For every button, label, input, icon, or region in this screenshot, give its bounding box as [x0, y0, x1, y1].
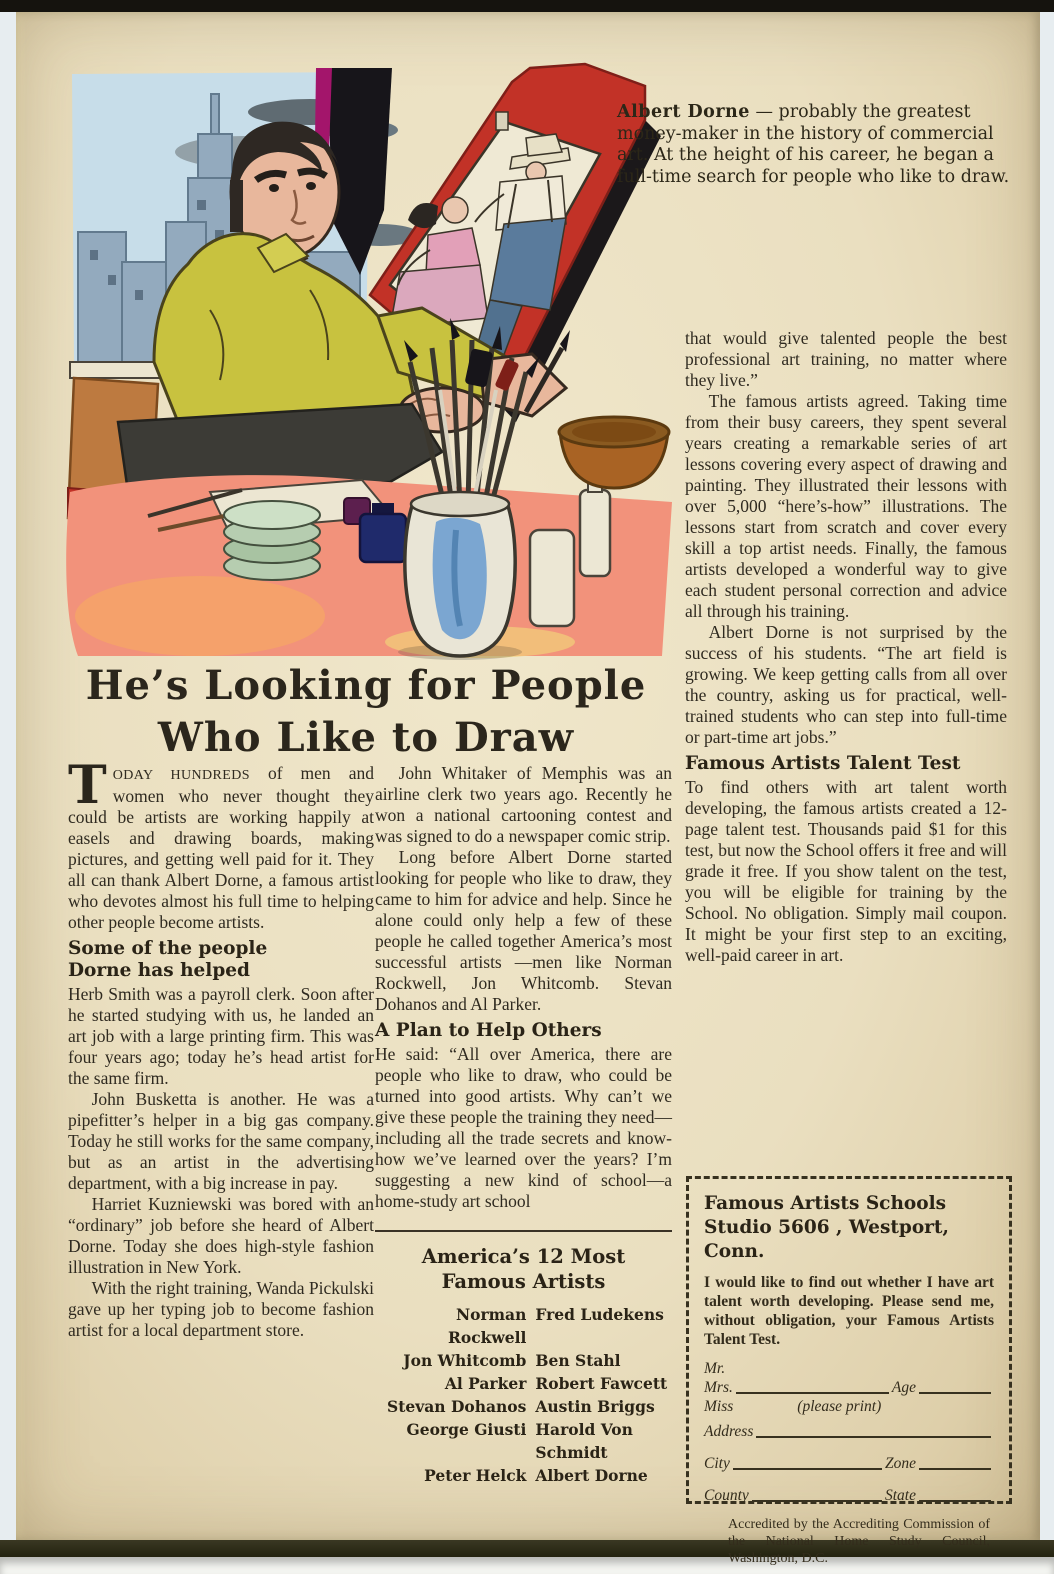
zone-fill-line — [919, 1467, 991, 1470]
artist-name: Norman Rockwell — [447, 1305, 527, 1347]
paragraph-intro — [68, 755, 374, 933]
coupon-row-miss — [704, 1397, 994, 1416]
famous-artists-list — [375, 1303, 672, 1487]
name-fill-line — [736, 1391, 889, 1394]
coupon-body-text: I would like to find out whether I have art talent worth developing. Please send me, without obligation, your Famous Artists Talent Test. — [704, 1274, 994, 1348]
paragraph-john-busketta: John Busketta is another. He was a pipefitter’s helper in a big gas company. Today he still works for the same company, but as an artist in the advertising department, with a big increase in pay. — [68, 1089, 374, 1193]
paragraph-to-find-others: To find others with art talent worth developing, the famous artists created a 12-page talent test. Thousands paid $1 for this test, but now the School offers it free and will grade it free. If you show talent on the test, you will be eligible for training by the School. No obligation. Simply mail coupon. It might be your first step to an exciting, well-paid career in art. — [685, 777, 1007, 965]
column-left — [68, 755, 375, 1341]
paragraph-wanda-pickulski: With the right training, Wanda Pickulski gave up her typing job to become fashion artist for a local department store. — [68, 1278, 375, 1340]
artist-name: Peter Helck — [424, 1466, 527, 1485]
famous-artists-title — [375, 1244, 672, 1294]
zone-label: Zone — [885, 1455, 916, 1472]
paragraph-long-before: Long before Albert Dorne started looking for people who like to draw, they came to him for advice and help. Since he alone could only help a few of these people he called together America’s most successful artists —men like Norman Rockwell, Jon Whitcomb. Stevan Dohanos and Al Parker. — [375, 847, 672, 1014]
paragraph-harriet-kuzniewski: Harriet Kuzniewski was bored with an “ordinary” job before she heard of Albert Dorne. Today she does high-style fashion illustration in New York. — [68, 1194, 374, 1277]
artist-name: Ben Stahl — [535, 1351, 621, 1370]
paragraph-herb-smith: Herb Smith was a payroll clerk. Soon after he started studying with us, he landed an art job with a large printing firm. This was four years ago; today he’s head artist for the same firm. — [68, 984, 374, 1088]
county-fill-line — [752, 1499, 882, 1502]
coupon-row-county — [704, 1486, 994, 1505]
county-label: County — [704, 1487, 749, 1504]
address-label: Address — [704, 1423, 754, 1440]
headline-line-1: He’s Looking for People — [85, 662, 647, 709]
please-print-note: (please print) — [797, 1398, 882, 1415]
paragraph-john-whitaker: John Whitaker of Memphis was an airline clerk two years ago. Recently he won a national cartooning contest and was signed to do a newspaper comic strip. — [375, 763, 672, 846]
column-middle — [375, 763, 672, 1487]
subhead-a-plan-to-help-others: A Plan to Help Others — [375, 1020, 602, 1041]
paragraph-dorne-not-surprised: Albert Dorne is not surprised by the success of his students. “The art field is growing. We keep getting calls from all over the country, asking us for practical, well-trained students who can step into full-time or part-time art jobs.” — [685, 622, 1007, 747]
paragraph-text: of men and women who never thought they could be artists are working happily at easels and drawing boards, making pictures, and getting well paid for it. They all can thank Albert Dorne, a famous artist who devotes almost his full time to helping other people become artists. — [68, 763, 374, 932]
coupon-school-address: Studio 5606 , Westport, Conn. — [704, 1217, 949, 1262]
column-right — [685, 328, 1007, 966]
city-fill-line — [733, 1467, 882, 1470]
coupon-row-city — [704, 1454, 994, 1473]
state-fill-line — [919, 1499, 991, 1502]
address-fill-line — [756, 1435, 991, 1438]
paragraph-continuation: that would give talented people the best professional art training, no matter where they live.” — [685, 328, 1007, 390]
mail-in-coupon — [686, 1176, 1012, 1566]
coupon-school-name: Famous Artists Schools — [704, 1193, 947, 1214]
mrs-label: Mrs. — [704, 1379, 733, 1396]
drop-cap: T — [68, 755, 107, 816]
subhead-line: Dorne has helped — [68, 960, 250, 981]
subhead-line: Some of the people — [68, 938, 268, 959]
headline-line-2: Who Like to Draw — [157, 714, 575, 761]
city-label: City — [704, 1455, 730, 1472]
artist-name: Fred Ludekens — [535, 1305, 664, 1324]
caption-text: — probably the greatest money-maker in the history of commercial art. At the height of his career, he began a full-time search for people who like to draw. — [617, 102, 1010, 187]
artist-name: Jon Whitcomb — [403, 1351, 527, 1370]
paragraph-famous-artists-agreed: The famous artists agreed. Taking time from their busy careers, they spent several years creating a remarkable series of art lessons covering every aspect of drawing and painting. They illustrated their lessons with over 5,000 “here’s-how” illustrations. The lessons start from scratch and cover every skill a top artist needs. Finally, the famous artists developed a wonderful way to give each student personal correction and advice all through his training. — [685, 391, 1007, 621]
artist-name: Harold Von Schmidt — [535, 1420, 633, 1462]
artist-name: Stevan Dohanos — [387, 1397, 527, 1416]
coupon-row-address — [704, 1422, 994, 1441]
famous-artists-title-line: America’s 12 Most — [421, 1245, 626, 1268]
page-title — [76, 660, 656, 764]
age-fill-line — [919, 1391, 991, 1394]
artist-name: George Giusti — [406, 1420, 527, 1439]
scan-top-edge — [0, 0, 1054, 12]
mr-label: Mr. — [704, 1360, 726, 1377]
coupon-row-mrs — [704, 1378, 994, 1397]
artist-name: Austin Briggs — [535, 1397, 655, 1416]
coupon-row-mr — [704, 1359, 994, 1378]
subhead-some-of-the-people — [68, 938, 374, 982]
paragraph-he-said: He said: “All over America, there are people who like to draw, who could be turned into good artists. Why can’t we give these people the training they need—including all the trade secrets and know-how we’ve learned over the years? I’m suggesting a new kind of school—a home-study art school — [375, 1044, 672, 1211]
age-label: Age — [891, 1379, 916, 1396]
famous-artists-box — [375, 1230, 672, 1487]
illustration-caption — [617, 102, 1025, 188]
artist-name: Robert Fawcett — [535, 1374, 668, 1393]
state-label: State — [885, 1487, 916, 1504]
lead-smallcaps: ODAY HUNDREDS — [112, 768, 250, 783]
magazine-page — [16, 12, 1040, 1566]
famous-artists-title-line: Famous Artists — [441, 1270, 606, 1293]
coupon-title — [704, 1192, 994, 1264]
hero-illustration-albert-dorne-at-easel — [60, 60, 680, 660]
artist-name: Albert Dorne — [535, 1466, 648, 1485]
artist-name: Al Parker — [444, 1374, 527, 1393]
miss-label: Miss — [704, 1398, 734, 1415]
accreditation-note: Accredited by the Accrediting Commission of the National Home Study Council, Washington, D.C. — [728, 1517, 990, 1566]
subhead-famous-artists-talent-test: Famous Artists Talent Test — [685, 753, 961, 774]
caption-lead: Albert Dorne — [617, 102, 750, 122]
